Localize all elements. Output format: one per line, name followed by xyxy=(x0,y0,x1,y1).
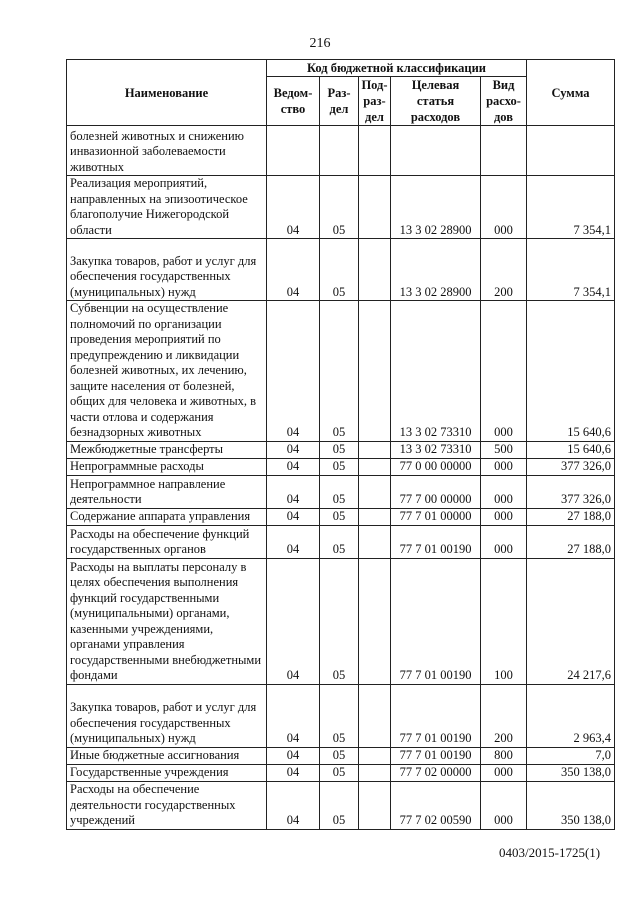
table-row xyxy=(67,239,615,301)
cell-target: 77 7 01 00190 xyxy=(391,747,481,764)
cell-section: 05 xyxy=(320,525,359,558)
table-row xyxy=(67,301,615,442)
header-code-group: Код бюджетной классификации xyxy=(267,60,527,77)
cell-target xyxy=(391,126,481,176)
header-sum: Сумма xyxy=(527,60,615,126)
header-target: Целевая статья расходов xyxy=(391,77,481,126)
page-number: 216 xyxy=(309,36,331,51)
cell-exp-type: 200 xyxy=(481,684,527,747)
cell-name: Непрограммное направление деятельности xyxy=(67,475,267,508)
table-row xyxy=(67,558,615,684)
cell-subsection xyxy=(359,508,391,525)
cell-name: Расходы на выплаты персоналу в целях обеспечения выполнения функций государственными (муниципальными) органами, казенными учреждениями, органами управления государственными внебюджетными фондами xyxy=(67,558,267,684)
cell-subsection xyxy=(359,176,391,239)
table-row xyxy=(67,684,615,747)
header-section: Раз-дел xyxy=(320,77,359,126)
cell-subsection xyxy=(359,441,391,458)
cell-exp-type: 000 xyxy=(481,508,527,525)
cell-sum: 7,0 xyxy=(527,747,615,764)
cell-section: 05 xyxy=(320,458,359,475)
cell-dept: 04 xyxy=(267,764,320,781)
cell-sum: 7 354,1 xyxy=(527,239,615,301)
cell-sum: 27 188,0 xyxy=(527,508,615,525)
cell-target: 77 7 01 00190 xyxy=(391,525,481,558)
cell-section: 05 xyxy=(320,558,359,684)
cell-section: 05 xyxy=(320,508,359,525)
cell-dept: 04 xyxy=(267,508,320,525)
cell-dept: 04 xyxy=(267,747,320,764)
cell-sum: 350 138,0 xyxy=(527,781,615,829)
cell-subsection xyxy=(359,126,391,176)
cell-section: 05 xyxy=(320,781,359,829)
cell-sum: 377 326,0 xyxy=(527,475,615,508)
cell-exp-type: 000 xyxy=(481,781,527,829)
cell-name: Расходы на обеспечение деятельности государственных учреждений xyxy=(67,781,267,829)
cell-name: Иные бюджетные ассигнования xyxy=(67,747,267,764)
cell-name: Закупка товаров, работ и услуг для обеспечения государственных (муниципальных) нужд xyxy=(67,684,267,747)
cell-section: 05 xyxy=(320,475,359,508)
cell-subsection xyxy=(359,301,391,442)
cell-sum: 24 217,6 xyxy=(527,558,615,684)
cell-section: 05 xyxy=(320,747,359,764)
cell-exp-type: 000 xyxy=(481,458,527,475)
cell-name: болезней животных и снижению инвазионной заболеваемости животных xyxy=(67,126,267,176)
cell-subsection xyxy=(359,475,391,508)
cell-exp-type: 200 xyxy=(481,239,527,301)
table-body xyxy=(67,126,615,830)
cell-exp-type: 000 xyxy=(481,301,527,442)
cell-section: 05 xyxy=(320,301,359,442)
header-dept: Ведом-ство xyxy=(267,77,320,126)
cell-dept: 04 xyxy=(267,475,320,508)
cell-name: Содержание аппарата управления xyxy=(67,508,267,525)
cell-section xyxy=(320,126,359,176)
cell-name: Межбюджетные трансферты xyxy=(67,441,267,458)
cell-section: 05 xyxy=(320,239,359,301)
header-subsection: Под-раз-дел xyxy=(359,77,391,126)
cell-name: Государственные учреждения xyxy=(67,764,267,781)
cell-exp-type: 000 xyxy=(481,176,527,239)
table-row xyxy=(67,508,615,525)
cell-sum: 2 963,4 xyxy=(527,684,615,747)
cell-target: 77 7 01 00190 xyxy=(391,558,481,684)
cell-target: 13 3 02 28900 xyxy=(391,239,481,301)
header-name: Наименование xyxy=(67,60,267,126)
cell-target: 77 7 01 00000 xyxy=(391,508,481,525)
cell-exp-type: 000 xyxy=(481,475,527,508)
document-code: 0403/2015-1725(1) xyxy=(499,845,601,860)
table-row xyxy=(67,176,615,239)
cell-sum: 15 640,6 xyxy=(527,441,615,458)
cell-subsection xyxy=(359,764,391,781)
cell-subsection xyxy=(359,781,391,829)
cell-dept: 04 xyxy=(267,239,320,301)
cell-name: Реализация мероприятий, направленных на эпизоотическое благополучие Нижегородской области xyxy=(67,176,267,239)
table-row xyxy=(67,781,615,829)
cell-dept: 04 xyxy=(267,525,320,558)
cell-dept: 04 xyxy=(267,558,320,684)
table-row xyxy=(67,126,615,176)
cell-sum: 27 188,0 xyxy=(527,525,615,558)
table-row xyxy=(67,747,615,764)
cell-exp-type: 100 xyxy=(481,558,527,684)
cell-subsection xyxy=(359,458,391,475)
cell-sum xyxy=(527,126,615,176)
cell-sum: 15 640,6 xyxy=(527,301,615,442)
cell-target: 77 7 01 00190 xyxy=(391,684,481,747)
table-row xyxy=(67,525,615,558)
cell-name: Закупка товаров, работ и услуг для обеспечения государственных (муниципальных) нужд xyxy=(67,239,267,301)
cell-dept: 04 xyxy=(267,176,320,239)
cell-section: 05 xyxy=(320,176,359,239)
cell-dept: 04 xyxy=(267,684,320,747)
cell-section: 05 xyxy=(320,684,359,747)
cell-subsection xyxy=(359,747,391,764)
cell-subsection xyxy=(359,239,391,301)
cell-target: 77 7 02 00590 xyxy=(391,781,481,829)
cell-target: 13 3 02 28900 xyxy=(391,176,481,239)
table-row xyxy=(67,441,615,458)
cell-sum: 377 326,0 xyxy=(527,458,615,475)
cell-target: 77 7 00 00000 xyxy=(391,475,481,508)
cell-sum: 7 354,1 xyxy=(527,176,615,239)
cell-target: 77 7 02 00000 xyxy=(391,764,481,781)
cell-dept xyxy=(267,126,320,176)
table-row xyxy=(67,458,615,475)
cell-exp-type: 500 xyxy=(481,441,527,458)
cell-exp-type: 800 xyxy=(481,747,527,764)
cell-exp-type: 000 xyxy=(481,764,527,781)
cell-name: Субвенции на осуществление полномочий по организации проведения мероприятий по предупреждению и ликвидации болезней животных, их лечению, защите населения от болезней, общих для человека и животных, в части отлова и содержания безнадзорных животных xyxy=(67,301,267,442)
cell-subsection xyxy=(359,684,391,747)
cell-dept: 04 xyxy=(267,301,320,442)
cell-section: 05 xyxy=(320,441,359,458)
cell-subsection xyxy=(359,525,391,558)
table-row xyxy=(67,764,615,781)
cell-dept: 04 xyxy=(267,458,320,475)
cell-name: Непрограммные расходы xyxy=(67,458,267,475)
cell-exp-type: 000 xyxy=(481,525,527,558)
cell-target: 13 3 02 73310 xyxy=(391,301,481,442)
cell-target: 77 0 00 00000 xyxy=(391,458,481,475)
cell-name: Расходы на обеспечение функций государственных органов xyxy=(67,525,267,558)
table-row xyxy=(67,475,615,508)
header-exp-type: Вид расхо-дов xyxy=(481,77,527,126)
budget-table xyxy=(66,59,615,830)
cell-dept: 04 xyxy=(267,441,320,458)
cell-sum: 350 138,0 xyxy=(527,764,615,781)
cell-section: 05 xyxy=(320,764,359,781)
cell-subsection xyxy=(359,558,391,684)
cell-exp-type xyxy=(481,126,527,176)
cell-dept: 04 xyxy=(267,781,320,829)
cell-target: 13 3 02 73310 xyxy=(391,441,481,458)
